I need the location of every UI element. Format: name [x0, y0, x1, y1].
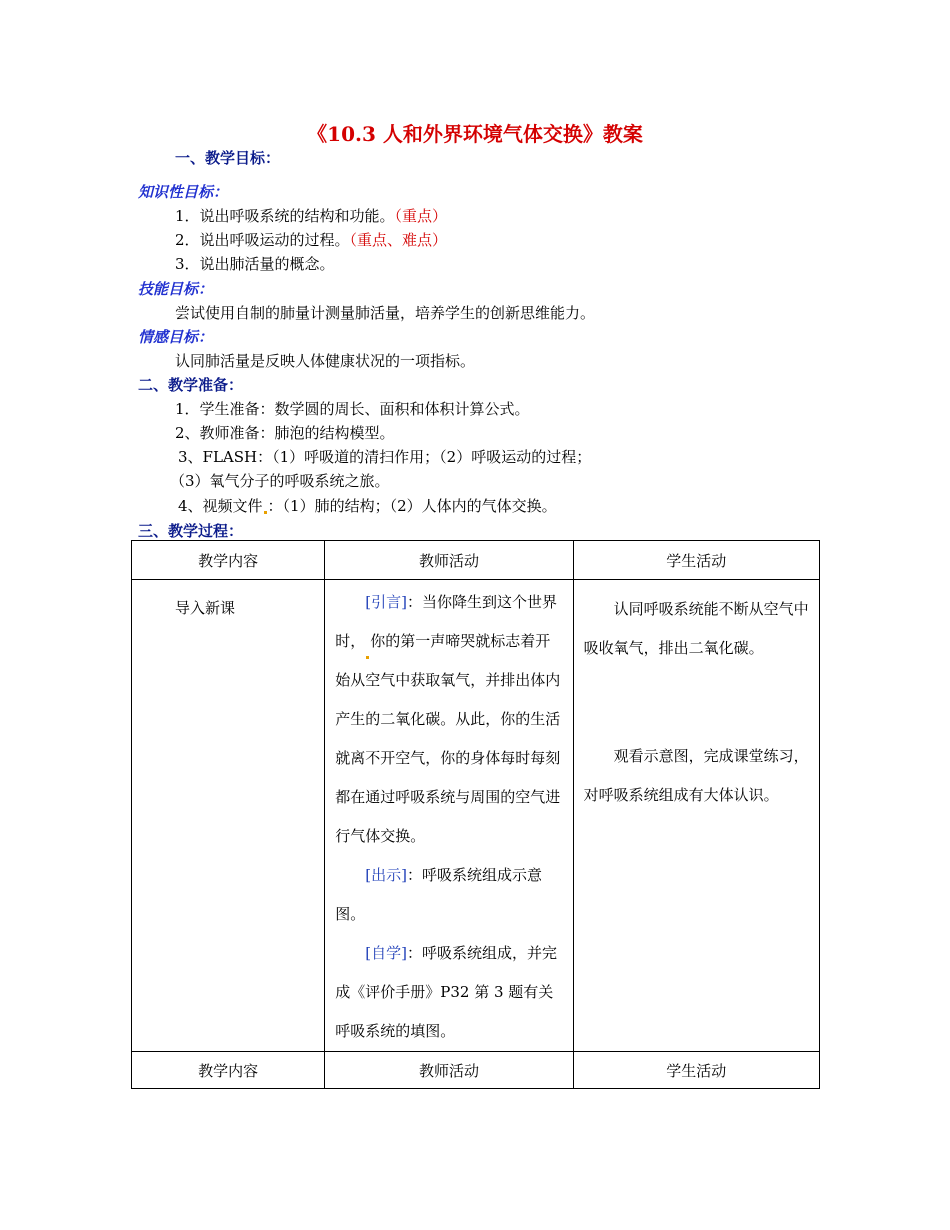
- content-cell: [132, 580, 325, 1052]
- table-row: [132, 580, 820, 1052]
- column-header-teacher: 教师活动: [325, 1052, 573, 1089]
- tag-intro: [引言]: [365, 593, 407, 611]
- tag-selfstudy: [自学]: [365, 944, 407, 962]
- prep-item-3-cont: （3）氧气分子的呼吸系统之旅。: [170, 472, 390, 490]
- column-header-content: 教学内容: [132, 1052, 325, 1089]
- teacher-selfstudy-paragraph: [自学]：呼吸系统组成，并完成《评价手册》P32 第 3 题有关呼吸系统的填图。: [335, 944, 557, 1040]
- marker-dot: [264, 511, 267, 514]
- section-heading-preparation: 二、教学准备：: [138, 376, 244, 394]
- table-header-row: [132, 541, 820, 580]
- knowledge-goal-label: 知识性目标：: [138, 183, 229, 201]
- teacher-show-paragraph: [出示]：呼吸系统组成示意图。: [335, 866, 542, 923]
- key-point-note: （重点、难点）: [349, 231, 448, 249]
- student-activity-cell: [573, 580, 819, 1052]
- column-header-content: 教学内容: [132, 541, 325, 580]
- knowledge-item-3: 3．说出肺活量的概念。: [175, 255, 335, 273]
- teacher-intro-paragraph: [引言]：当你降生到这个世界时， 你的第一声啼哭就标志着开始从空气中获取氧气，并排出体内产生的二氧化碳。从此，你的生活就离不开空气，你的身体每时每刻都在通过呼吸系统与周围的空气进行气体交换。: [335, 593, 561, 845]
- student-paragraph-2: 观看示意图，完成课堂练习，对呼吸系统组成有大体认识。: [583, 747, 809, 804]
- column-header-student: 学生活动: [573, 541, 819, 580]
- skill-goal-label: 技能目标：: [138, 280, 214, 298]
- teaching-process-table: [131, 540, 820, 1089]
- tag-show: [出示]: [365, 866, 407, 884]
- prep-item-1: 1．学生准备：数学圆的周长、面积和体积计算公式。: [175, 400, 530, 418]
- knowledge-item-1: 1．说出呼吸系统的结构和功能。（重点）: [175, 207, 448, 225]
- emotion-goal-text: 认同肺活量是反映人体健康状况的一项指标。: [175, 352, 476, 370]
- prep-item-2: 2、教师准备：肺泡的结构模型。: [175, 424, 395, 442]
- key-point-note: （重点）: [394, 207, 448, 225]
- prep-item-4: 4、视频文件 ：（1）肺的结构；（2）人体内的气体交换。: [178, 497, 557, 515]
- knowledge-item-2: 2．说出呼吸运动的过程。（重点、难点）: [175, 231, 448, 249]
- marker-dot: [366, 656, 369, 659]
- column-header-teacher: 教师活动: [325, 541, 573, 580]
- section-heading-goals: 一、教学目标：: [175, 149, 281, 167]
- teacher-activity-cell: [325, 580, 573, 1052]
- student-paragraph-1: 认同呼吸系统能不断从空气中吸收氧气，排出二氧化碳。: [583, 600, 809, 657]
- column-header-student: 学生活动: [573, 1052, 819, 1089]
- document-title: 《10.3 人和外界环境气体交换》教案: [307, 122, 643, 146]
- emotion-goal-label: 情感目标：: [138, 328, 214, 346]
- table-header-row-repeat: [132, 1052, 820, 1089]
- skill-goal-text: 尝试使用自制的肺量计测量肺活量，培养学生的创新思维能力。: [175, 304, 596, 322]
- prep-item-3: 3、FLASH：（1）呼吸道的清扫作用；（2）呼吸运动的过程；: [178, 448, 592, 466]
- section-heading-process: 三、教学过程：: [138, 522, 244, 540]
- lesson-stage-label: 导入新课: [175, 599, 236, 617]
